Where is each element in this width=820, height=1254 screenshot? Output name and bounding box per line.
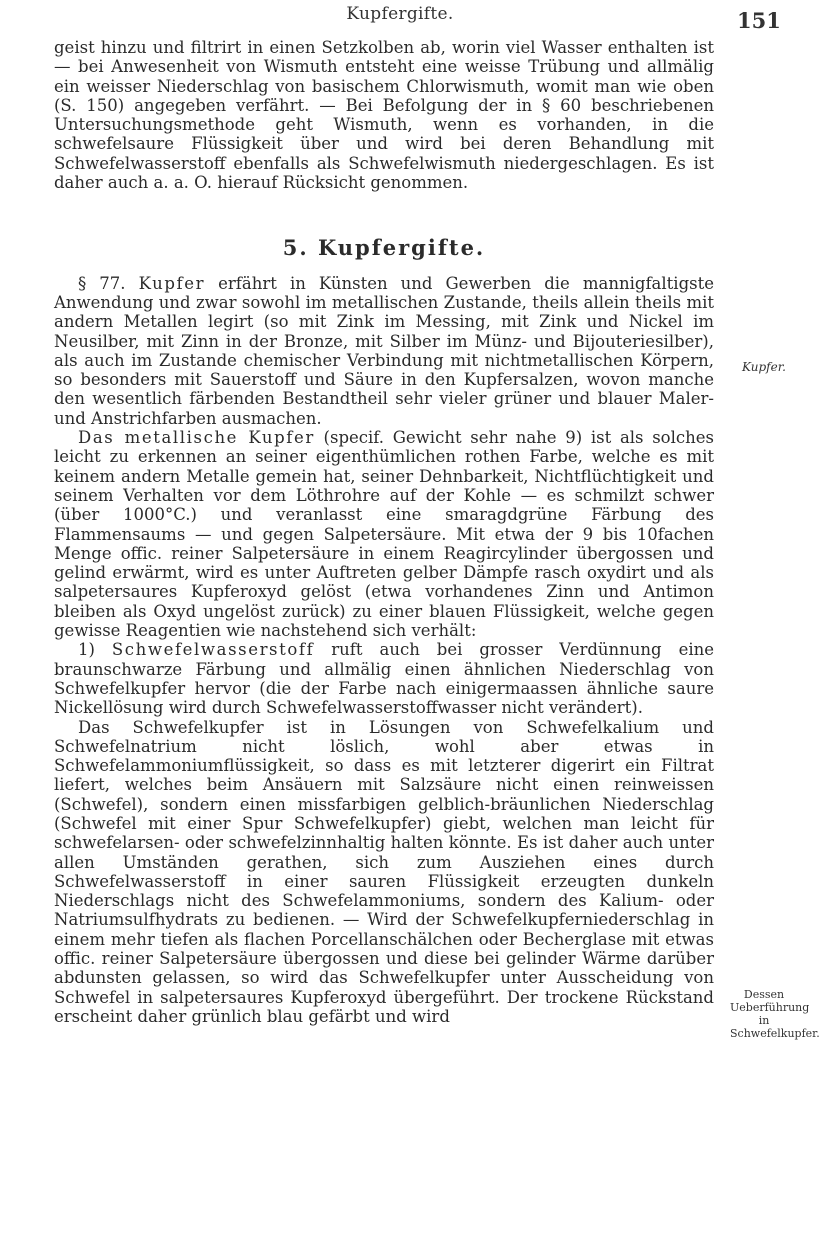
list-number: 1) (78, 640, 112, 660)
page-number: 151 (737, 8, 781, 33)
paragraph-kupfer-anwendung (54, 274, 714, 428)
paragraph-text: ruft auch bei grosser Verdünnung eine braunschwarze Färbung und allmälig einen ähnlichen Niederschlag von Schwefelkupfer hervor (die der Farbe nach einigermaassen ähnliche saure Nickellösung wird durch Schwefelwasserstoffwasser nicht verändert). (54, 640, 714, 718)
margin-note-ueberfuehrung: Dessen Ueberführung in Schwefelkupfer. (730, 988, 820, 1040)
paragraph-schwefelwasserstoff (54, 640, 714, 717)
section-number: § 77. (78, 273, 139, 293)
spaced-term-metallisches-kupfer: Das metallische Kupfer (78, 428, 315, 448)
body-text (54, 38, 714, 1026)
paragraph-text: erfährt in Künsten und Gewerben die mannigfaltigste Anwendung und zwar sowohl im metallischen Zustande, theils allein theils mit andern Metallen legirt (so mit Zink im Messing, mit Zink und Nickel im Neusilber, mit Zinn in der Bronze, mit Silber im Münz- und Bijouteriesilber), als auch im Zustande chemischer Verbindung mit nichtmetallischen Körpern, so besonders mit Sauerstoff und Säure in den Kupfersalzen, wovon manche den wesentlich färbenden Bestandtheil sehr vieler grüner und blauer Maler- und Anstrichfarben ausmachen. (54, 273, 715, 428)
paragraph-text: (specif. Gewicht sehr nahe 9) ist als solches leicht zu erkennen an seiner eigenthümlichen rothen Farbe, welche es mit keinem andern Metalle gemein hat, seiner Dehnbarkeit, Nichtflüchtigkeit und seinem Verhalten vor dem Löthrohre auf der Kohle — es schmilzt schwer (über 1000°C.) und veranlasst eine smaragdgrüne Färbung des Flammensaums — und gegen Salpetersäure. Mit etwa der 9 bis 10fachen Menge offic. reiner Salpetersäure in einem Reagircylinder übergossen und gelind erwärmt, wird es unter Auftreten gelber Dämpfe rasch oxydirt und als salpetersaures Kupferoxyd gelöst (etwa vorhandenes Zinn und Antimon bleiben als Oxyd ungelöst zurück) zu einer blauen Flüssigkeit, welche gegen gewisse Reagentien wie nachstehend sich verhält: (54, 428, 714, 641)
margin-note-kupfer: Kupfer. (742, 360, 786, 374)
spaced-term-schwefelwasserstoff: Schwefelwasserstoff (111, 640, 315, 660)
running-header: Kupfergifte. (346, 4, 454, 24)
paragraph-wismuth: geist hinzu und filtrirt in einen Setzkolben ab, worin viel Wasser enthalten ist — bei Anwesenheit von Wismuth entsteht eine weisse Trübung und allmälig ein weisser Niederschlag von basischem Chlorwismuth, womit man wie oben (S. 150) angegeben verfährt. — Bei Befolgung der in § 60 beschriebenen Untersuchungsmethode geht Wismuth, wenn es vorhanden, in die schwefelsaure Flüssigkeit über und wird bei deren Behandlung mit Schwefelwasserstoff ebenfalls als Schwefelwismuth niedergeschlagen. Es ist daher auch a. a. O. hierauf Rücksicht genommen. (54, 38, 714, 193)
paragraph-metallisches-kupfer (54, 428, 714, 640)
paragraph-schwefelkupfer: Das Schwefelkupfer ist in Lösungen von Schwefelkalium und Schwefelnatrium nicht löslich, wohl aber etwas in Schwefelammoniumflüssigkeit, so dass es mit letzterer digerirt ein Filtrat liefert, welches beim Ansäuern mit Salzsäure nicht einen reinweissen (Schwefel), sondern einen missfarbigen gelblich-bräunlichen Niederschlag (Schwefel mit einer Spur Schwefelkupfer) giebt, welchen man leicht für schwefelarsen- oder schwefelzinnhaltig halten könnte. Es ist daher auch unter allen Umständen gerathen, sich zum Ausziehen eines durch Schwefelwasserstoff in einer sauren Flüssigkeit erzeugten dunkeln Niederschlags nicht des Schwefelammoniums, sondern des Kalium- oder Natriumsulfhydrats zu bedienen. — Wird der Schwefelkupferniederschlag in einem mehr tiefen als flachen Porcellanschälchen oder Becherglase mit etwas offic. reiner Salpetersäure übergossen und diese bei gelinder Wärme darüber abdunsten gelassen, so wird das Schwefelkupfer unter Ausscheidung von Schwefel in salpetersaures Kupferoxyd übergeführt. Der trockene Rückstand erscheint daher grünlich blau gefärbt und wird (54, 717, 714, 1026)
spaced-term-kupfer: Kupfer (138, 273, 206, 293)
section-heading: 5. Kupfergifte. (282, 235, 486, 261)
